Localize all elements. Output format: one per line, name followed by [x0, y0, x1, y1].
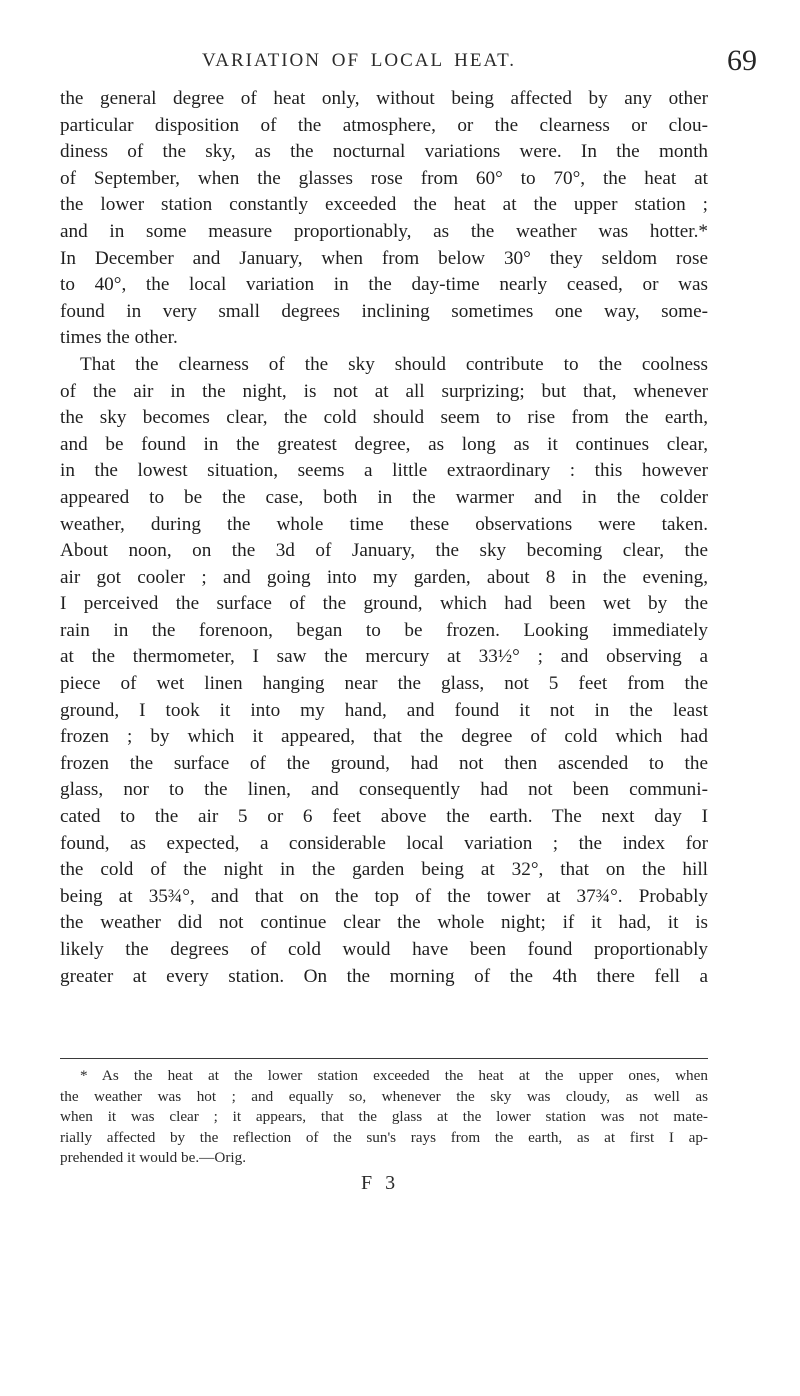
page-number: 69	[727, 44, 757, 77]
body-line: and be found in the greatest degree, as long as it continues clear,	[60, 433, 708, 455]
body-line: of September, when the glasses rose from 60° to 70°, the heat at	[60, 167, 708, 189]
body-line: to 40°, the local variation in the day-time nearly ceased, or was	[60, 274, 708, 296]
footnote-divider	[60, 1058, 708, 1059]
body-line: cated to the air 5 or 6 feet above the earth. The next day I	[60, 806, 708, 828]
body-line: being at 35¾°, and that on the top of the tower at 37¾°. Probably	[60, 885, 708, 907]
body-line: frozen the surface of the ground, had not then ascended to the	[60, 752, 708, 774]
body-line: the sky becomes clear, the cold should seem to rise from the earth,	[60, 407, 708, 429]
body-line: weather, during the whole time these observations were taken.	[60, 513, 708, 535]
paragraph-start-line: That the clearness of the sky should contribute to the coolness	[80, 353, 708, 375]
signature-mark: F 3	[361, 1172, 400, 1194]
body-line: found in very small degrees inclining sometimes one way, some-	[60, 300, 708, 322]
body-line: About noon, on the 3d of January, the sky becoming clear, the	[60, 540, 708, 562]
footnote-line: prehended it would be.—Orig.	[60, 1149, 247, 1166]
body-line: air got cooler ; and going into my garden, about 8 in the evening,	[60, 566, 708, 588]
body-line: In December and January, when from below 30° they seldom rose	[60, 247, 708, 269]
footnote-line: when it was clear ; it appears, that the glass at the lower station was not mate-	[60, 1108, 708, 1125]
body-line: found, as expected, a considerable local variation ; the index for	[60, 832, 708, 854]
footnote	[60, 1066, 708, 1169]
running-head	[60, 44, 760, 84]
body-line: rain in the forenoon, began to be frozen. Looking immediately	[60, 619, 708, 641]
body-line: the general degree of heat only, without being affected by any other	[60, 88, 708, 109]
body-line: glass, nor to the linen, and consequently had not been communi-	[60, 779, 708, 801]
body-line: the weather did not continue clear the whole night; if it had, it is	[60, 912, 708, 934]
body-line: of the air in the night, is not at all surprizing; but that, whenever	[60, 380, 708, 402]
running-title: VARIATION OF LOCAL HEAT.	[202, 50, 517, 71]
body-line: piece of wet linen hanging near the glass, not 5 feet from the	[60, 673, 708, 695]
body-line: greater at every station. On the morning of the 4th there fell a	[60, 965, 708, 987]
body-line: the lower station constantly exceeded the heat at the upper station ;	[60, 194, 708, 216]
footnote-line: rially affected by the reflection of the sun's rays from the earth, as at first I ap-	[60, 1128, 708, 1146]
body-line: likely the degrees of cold would have been found proportionably	[60, 939, 708, 960]
body-line: ground, I took it into my hand, and found it not in the least	[60, 699, 708, 721]
body-line: the cold of the night in the garden being at 32°, that on the hill	[60, 859, 708, 881]
body-line: frozen ; by which it appeared, that the degree of cold which had	[60, 726, 708, 748]
footnote-line: the weather was hot ; and equally so, whenever the sky was cloudy, as well as	[60, 1087, 708, 1105]
body-text	[60, 86, 708, 990]
body-line: times the other.	[60, 327, 178, 349]
body-line: at the thermometer, I saw the mercury at 33½° ; and observing a	[60, 646, 708, 668]
footnote-line: * As the heat at the lower station exceeded the heat at the upper ones, when	[80, 1067, 708, 1084]
body-line: particular disposition of the atmosphere, or the clearness or clou-	[60, 114, 708, 136]
body-line: diness of the sky, as the nocturnal variations were. In the month	[60, 141, 708, 163]
body-line: appeared to be the case, both in the warmer and in the colder	[60, 486, 708, 508]
body-line: I perceived the surface of the ground, which had been wet by the	[60, 593, 708, 615]
body-line: and in some measure proportionably, as the weather was hotter.*	[60, 220, 708, 242]
body-line: in the lowest situation, seems a little extraordinary : this however	[60, 460, 708, 482]
